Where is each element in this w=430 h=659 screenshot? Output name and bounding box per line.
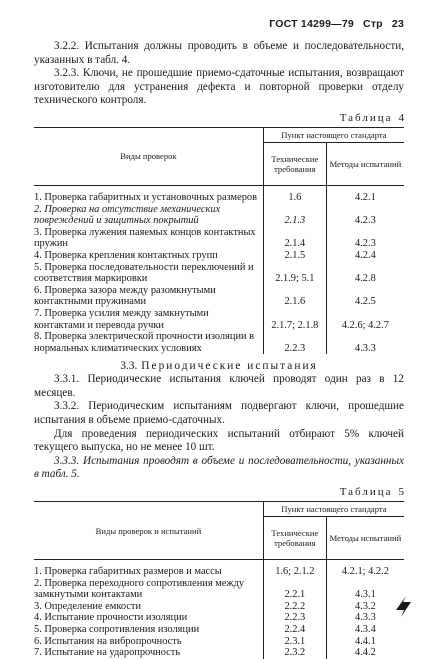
table-5-caption bbox=[34, 486, 404, 498]
page-label: Стр bbox=[363, 18, 383, 30]
table-4-number: 4 bbox=[398, 111, 404, 124]
table-row: 1. Проверка габаритных и установочных размеров 1.6 4.2.1 bbox=[34, 192, 404, 204]
table-row: 5. Проверка последовательности переключений и соответствия маркировки 2.1.9; 5.1 4.2.8 bbox=[34, 262, 404, 285]
corner-mark-icon bbox=[392, 594, 414, 618]
table-5-number: 5 bbox=[398, 486, 404, 499]
table-row: 5. Проверка сопротивления изоляции 2.2.4 4.3.4 bbox=[34, 624, 404, 636]
paragraph-3-3-1: 3.3.1. Периодические испытания ключей проводят один раз в 12 месяцев. bbox=[34, 373, 404, 399]
table-row: 6. Проверка зазора между разомкнутыми контактными пружинами 2.1.6 4.2.5 bbox=[34, 285, 404, 308]
table-4-head-req: Технические требования bbox=[263, 142, 326, 185]
section-heading bbox=[34, 360, 404, 372]
paragraph-sampling: Для проведения периодических испытаний отбирают 5% ключей текущего выпуска, но не менее 10 шт. bbox=[34, 427, 404, 454]
table-5-head-methods: Методы испытаний bbox=[326, 517, 404, 560]
table-row: 3. Определение емкости 2.2.2 4.3.2 bbox=[34, 601, 404, 613]
table-5-head-group: Пункт настоящего стандарта bbox=[263, 502, 404, 517]
table-row: 7. Проверка усилия между замкнутыми контактами и перевода ручки 2.1.7; 2.1.8 4.2.6; 4.2.7 bbox=[34, 308, 404, 331]
standard-code: ГОСТ 14299—79 bbox=[269, 18, 354, 30]
table-row: 4. Испытание прочности изоляции 2.2.3 4.3.3 bbox=[34, 612, 404, 624]
table-5-head-kinds: Виды проверок и испытаний bbox=[34, 502, 263, 560]
page-header bbox=[34, 18, 404, 30]
table-row: 6. Испытания на вибропрочность 2.3.1 4.4.1 bbox=[34, 636, 404, 648]
table-5-head-req: Технические требования bbox=[263, 517, 326, 560]
table-row: 1. Проверка габаритных размеров и массы 1.6; 2.1.2 4.2.1; 4.2.2 bbox=[34, 566, 404, 578]
table-row: 7. Испытание на ударопрочность 2.3.2 4.4.2 bbox=[34, 647, 404, 659]
table-4-caption bbox=[34, 112, 404, 124]
table-4 bbox=[34, 127, 404, 354]
section-title: Периодические испытания bbox=[141, 360, 318, 373]
table-row: 2. Проверка на отсутствие механических повреждений и защитных покрытий 2.1.3 4.2.3 bbox=[34, 204, 404, 227]
table-4-head-group: Пункт настоящего стандарта bbox=[263, 127, 404, 142]
table-5 bbox=[34, 501, 404, 659]
paragraph-3-3-2: 3.3.2. Периодическим испытаниям подвергают ключи, прошедшие испытания в объеме приемо-сдаточных. bbox=[34, 400, 404, 427]
paragraph-3-2-2: 3.2.2. Испытания должны проводить в объеме и последовательности, указанных в табл. 4. bbox=[34, 40, 404, 66]
table-4-head-kinds: Виды проверок bbox=[34, 127, 263, 185]
page-number: 23 bbox=[391, 18, 404, 30]
table-row: 8. Проверка электрической прочности изоляции в нормальных климатических условиях 2.2.3 4.3.3 bbox=[34, 331, 404, 354]
table-4-head-methods: Методы испытаний bbox=[326, 142, 404, 185]
section-number: 3.3. bbox=[120, 360, 138, 373]
table-row: 3. Проверка лужения паяемых концов контактных пружин 2.1.4 4.2.3 bbox=[34, 227, 404, 250]
paragraph-3-3-3: 3.3.3. Испытания проводят в объеме и последовательности, указанных в табл. 5. bbox=[34, 454, 404, 481]
paragraph-3-2-3: 3.2.3. Ключи, не прошедшие приемо-сдаточные испытания, возвращают изготовителю для устранения дефекта и повторной проверки отделу технического контроля. bbox=[34, 67, 404, 107]
table-row: 2. Проверка переходного сопротивления между замкнутыми контактами 2.2.1 4.3.1 bbox=[34, 578, 404, 601]
table-4-caption-label: Таблица bbox=[339, 111, 393, 124]
table-row: 4. Проверка крепления контактных групп 2.1.5 4.2.4 bbox=[34, 250, 404, 262]
table-5-caption-label: Таблица bbox=[339, 486, 393, 499]
